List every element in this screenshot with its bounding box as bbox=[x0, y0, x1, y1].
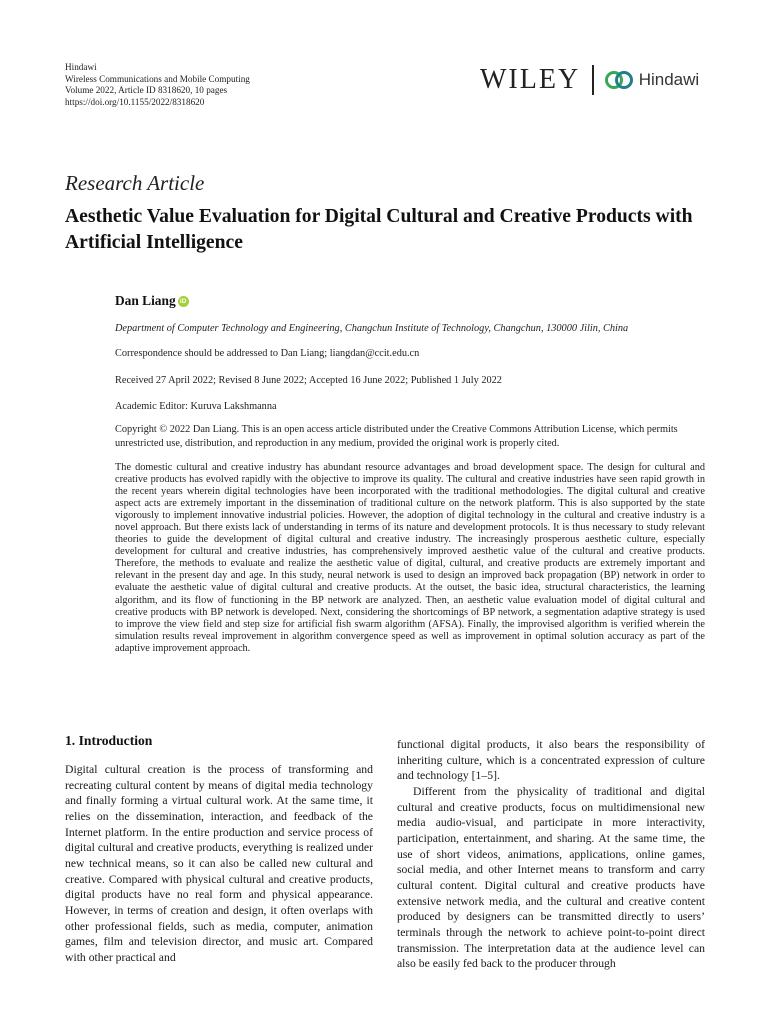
author-line bbox=[115, 293, 189, 309]
body-paragraph: Digital cultural creation is the process of transforming and recreating cultural content by means of digital media technology and finally forming a virtual cultural work. At the same time, it relies on the dissemination, interaction, and feedback of the Internet platform. In the entire production and service process of digital cultural and creative products, everything is realized under new technical means, so it can also be called new cultural and creative. Compared with physical cultural and creative products, digital products have no real form and physical appearance. However, in terms of creation and design, it often overlaps with other professional fields, such as media, computer, animation games, film and television director, and music art. Compared with other practical and bbox=[65, 763, 373, 964]
doi-link[interactable]: https://doi.org/10.1155/2022/8318620 bbox=[65, 96, 205, 107]
hindawi-logo-icon bbox=[604, 70, 634, 90]
abstract: The domestic cultural and creative industry has abundant resource advantages and broad development space. The design for cultural and creative products has evolved rapidly with the objective to improve its quality. The cultural and creative industries have seen rapid growth in the recent years wherein digital technologies have been incorporated with the traditional methodologies. The digital cultural and creative aspect acts are extremely important in the dissemination of traditional culture on the network platform. This is also supported by the state vigorously to implement innovative industrial policies. However, the adoption of digital technology in the cultural and creative industry is a novel approach. But there exists lack of understanding in terms of its nature and development protocols. It is thus necessary to study relevant theories to guide the development of digital cultural and creative industry. The increasingly prosperous aesthetic culture, especially development for cultural and creative industries, has comprehensively improved aesthetic value of the cultural and creative products. Therefore, the methods to evaluate and realize the aesthetic value of digital, cultural, and creative products are extremely important and relevant in the present day and age. In this study, neural network is used to design an improved back propagation (BP) network in order to evaluate the aesthetic value of digital cultural and creative products. At the outset, the basic idea, structural characteristics, the learning algorithm, and its flow of functioning in the BP network are analyzed. Then, an aesthetic value evaluation model of digital cultural and creative products with BP network is developed. Next, considering the shortcomings of BP network, a segmentation adaptive strategy is used to improve the view field and step size for artificial fish swarm algorithm (AFSA). Finally, the improvised algorithm is verified wherein the simulation results reveal improvement in algorithm convergence speed as well as improvement in optimal solution accuracy as part of the adaptive improvement approach. bbox=[115, 462, 705, 654]
orcid-icon[interactable]: iD bbox=[178, 296, 189, 307]
publisher-logos bbox=[480, 62, 699, 98]
hindawi-wordmark: Hindawi bbox=[638, 70, 700, 89]
logo-divider bbox=[592, 65, 594, 95]
journal-name: Wireless Communications and Mobile Computing bbox=[65, 73, 250, 84]
article-title: Aesthetic Value Evaluation for Digital Cultural and Creative Products with Artificial Intelligence bbox=[65, 206, 693, 253]
publication-dates: Received 27 April 2022; Revised 8 June 2022; Accepted 16 June 2022; Published 1 July 2022 bbox=[115, 375, 502, 386]
copyright-notice: Copyright © 2022 Dan Liang. This is an open access article distributed under the Creative Commons Attribution License, which permits unrestricted use, distribution, and reproduction in any medium, provided the original work is properly cited. bbox=[115, 424, 678, 449]
body-column-left bbox=[65, 762, 373, 966]
body-paragraph: Different from the physicality of traditional and digital cultural and creative products, focus on multidimensional new media audio-visual, and participate in more interactivity, participation, entertainment, and sharing. At the same time, the use of short videos, animations, applications, online games, social media, and other Internet means to transform and carry cultural content. Digital cultural and creative products have extensive network media, and the cultural and creative content produced by designers can be transmitted directly to users’ terminals through the network to achieve point-to-point direct transmission. The interpretation data at the audience level can also be easily fed back to the producer through bbox=[397, 784, 705, 971]
volume-line: Volume 2022, Article ID 8318620, 10 pages bbox=[65, 85, 228, 95]
journal-meta bbox=[65, 62, 250, 108]
academic-editor: Academic Editor: Kuruva Lakshmanna bbox=[115, 401, 277, 412]
publisher-name: Hindawi bbox=[65, 62, 97, 72]
article-type: Research Article bbox=[65, 171, 205, 195]
body-paragraph: functional digital products, it also bears the responsibility of inheriting culture, which is a concentrated expression of culture and technology [1–5]. bbox=[397, 738, 705, 783]
affiliation: Department of Computer Technology and Engineering, Changchun Institute of Technology, Changchun, 130000 Jilin, China bbox=[115, 323, 629, 334]
body-column-right bbox=[397, 737, 705, 972]
correspondence: Correspondence should be addressed to Dan Liang; liangdan@ccit.edu.cn bbox=[115, 348, 420, 359]
author-name: Dan Liang bbox=[115, 293, 176, 308]
section-heading-introduction: 1. Introduction bbox=[65, 733, 153, 748]
wiley-logo: WILEY bbox=[480, 64, 581, 95]
